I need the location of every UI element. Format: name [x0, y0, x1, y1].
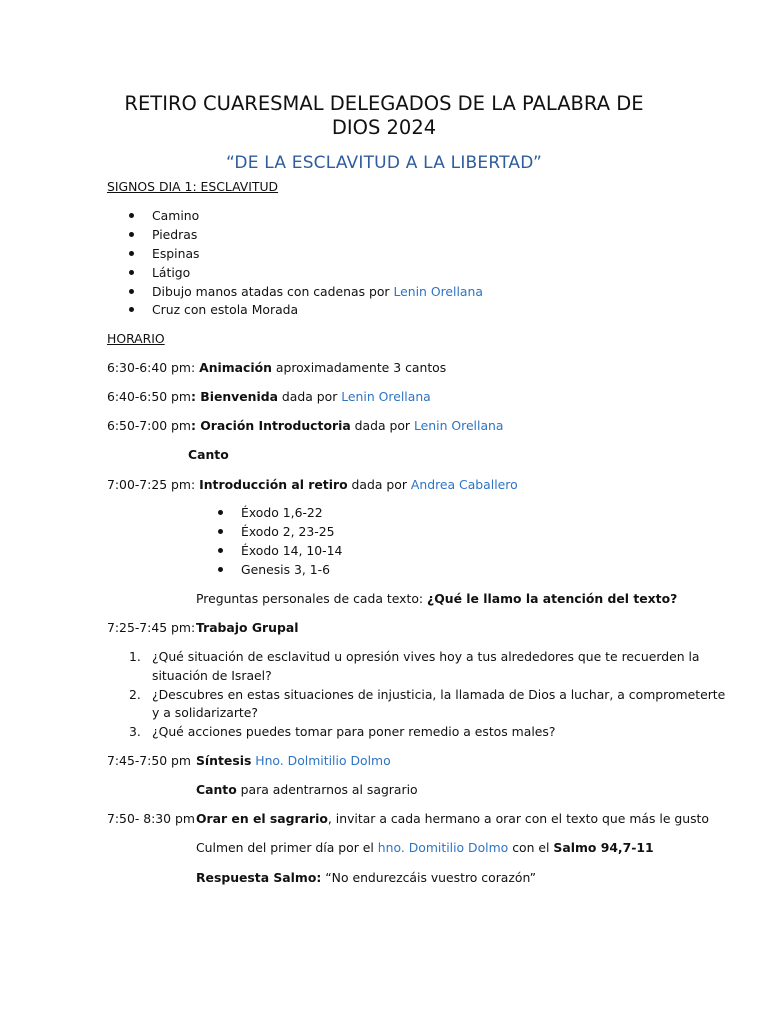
schedule-item-7-time: 7:50- 8:30 pm	[107, 811, 195, 826]
list-item: ¿Descubres en estas situaciones de injusticia, la llamada de Dios a luchar, a comprometerte	[152, 687, 726, 702]
schedule-item-5-title: Trabajo Grupal	[196, 620, 299, 635]
schedule-item-4: 7:00-7:25 pm: Introducción al retiro dada por Andrea Caballero	[107, 477, 518, 492]
list-number: 2.	[129, 687, 141, 702]
bullet	[218, 548, 223, 553]
preguntas-line: Preguntas personales de cada texto: ¿Qué le llamo la atención del texto?	[196, 591, 678, 606]
title-line-1: RETIRO CUARESMAL DELEGADOS DE LA PALABRA DE	[124, 92, 644, 115]
bullet	[218, 567, 223, 572]
schedule-item-3: 6:50-7:00 pm: Oración Introductoria dada por Lenin Orellana	[107, 418, 504, 433]
list-item: ¿Qué acciones puedes tomar para poner remedio a estos males?	[152, 724, 556, 739]
subtitle: “DE LA ESCLAVITUD A LA LIBERTAD”	[225, 153, 543, 173]
schedule-item-5-time: 7:25-7:45 pm:	[107, 620, 196, 635]
list-number: 1.	[129, 649, 141, 664]
list-item-cont: y a solidarizarte?	[152, 705, 258, 720]
list-item: Camino	[152, 208, 200, 223]
list-item: Genesis 3, 1-6	[241, 562, 330, 577]
canto-label: Canto	[188, 447, 229, 462]
list-item: Piedras	[152, 227, 198, 242]
bullet	[129, 289, 134, 294]
person-link: Lenin Orellana	[393, 284, 483, 299]
signos-heading: SIGNOS DIA 1: ESCLAVITUD	[107, 179, 279, 194]
list-item-cont: situación de Israel?	[152, 668, 272, 683]
canto-line: Canto para adentrarnos al sagrario	[196, 782, 418, 797]
bullet	[218, 529, 223, 534]
bullet	[129, 251, 134, 256]
bullet	[218, 510, 223, 515]
schedule-item-6-time: 7:45-7:50 pm	[107, 753, 191, 768]
schedule-item-6-title: Síntesis Hno. Dolmitilio Dolmo	[196, 753, 391, 768]
bullet	[129, 307, 134, 312]
list-item: Dibujo manos atadas con cadenas por Lenin Orellana	[152, 284, 483, 299]
list-item: Cruz con estola Morada	[152, 302, 299, 317]
schedule-item-7-title: Orar en el sagrario, invitar a cada hermano a orar con el texto que más le gusto	[196, 811, 709, 826]
title-line-2: DIOS 2024	[331, 116, 437, 139]
horario-heading: HORARIO	[107, 331, 165, 346]
schedule-item-1: 6:30-6:40 pm: Animación aproximadamente 3 cantos	[107, 360, 447, 375]
list-item: Éxodo 14, 10-14	[241, 543, 343, 558]
list-item: Espinas	[152, 246, 200, 261]
list-item: Látigo	[152, 265, 191, 280]
culmen-line: Culmen del primer día por el hno. Domitilio Dolmo con el Salmo 94,7-11	[196, 840, 654, 855]
list-item: Éxodo 2, 23-25	[241, 524, 335, 539]
bullet	[129, 270, 134, 275]
bullet	[129, 213, 134, 218]
list-item: ¿Qué situación de esclavitud u opresión vives hoy a tus alrededores que te recuerden la	[152, 649, 700, 664]
bullet	[129, 232, 134, 237]
respuesta-line: Respuesta Salmo: “No endurezcáis vuestro corazón”	[196, 870, 537, 885]
schedule-item-2: 6:40-6:50 pm: Bienvenida dada por Lenin Orellana	[107, 389, 431, 404]
list-number: 3.	[129, 724, 141, 739]
list-item: Éxodo 1,6-22	[241, 505, 323, 520]
